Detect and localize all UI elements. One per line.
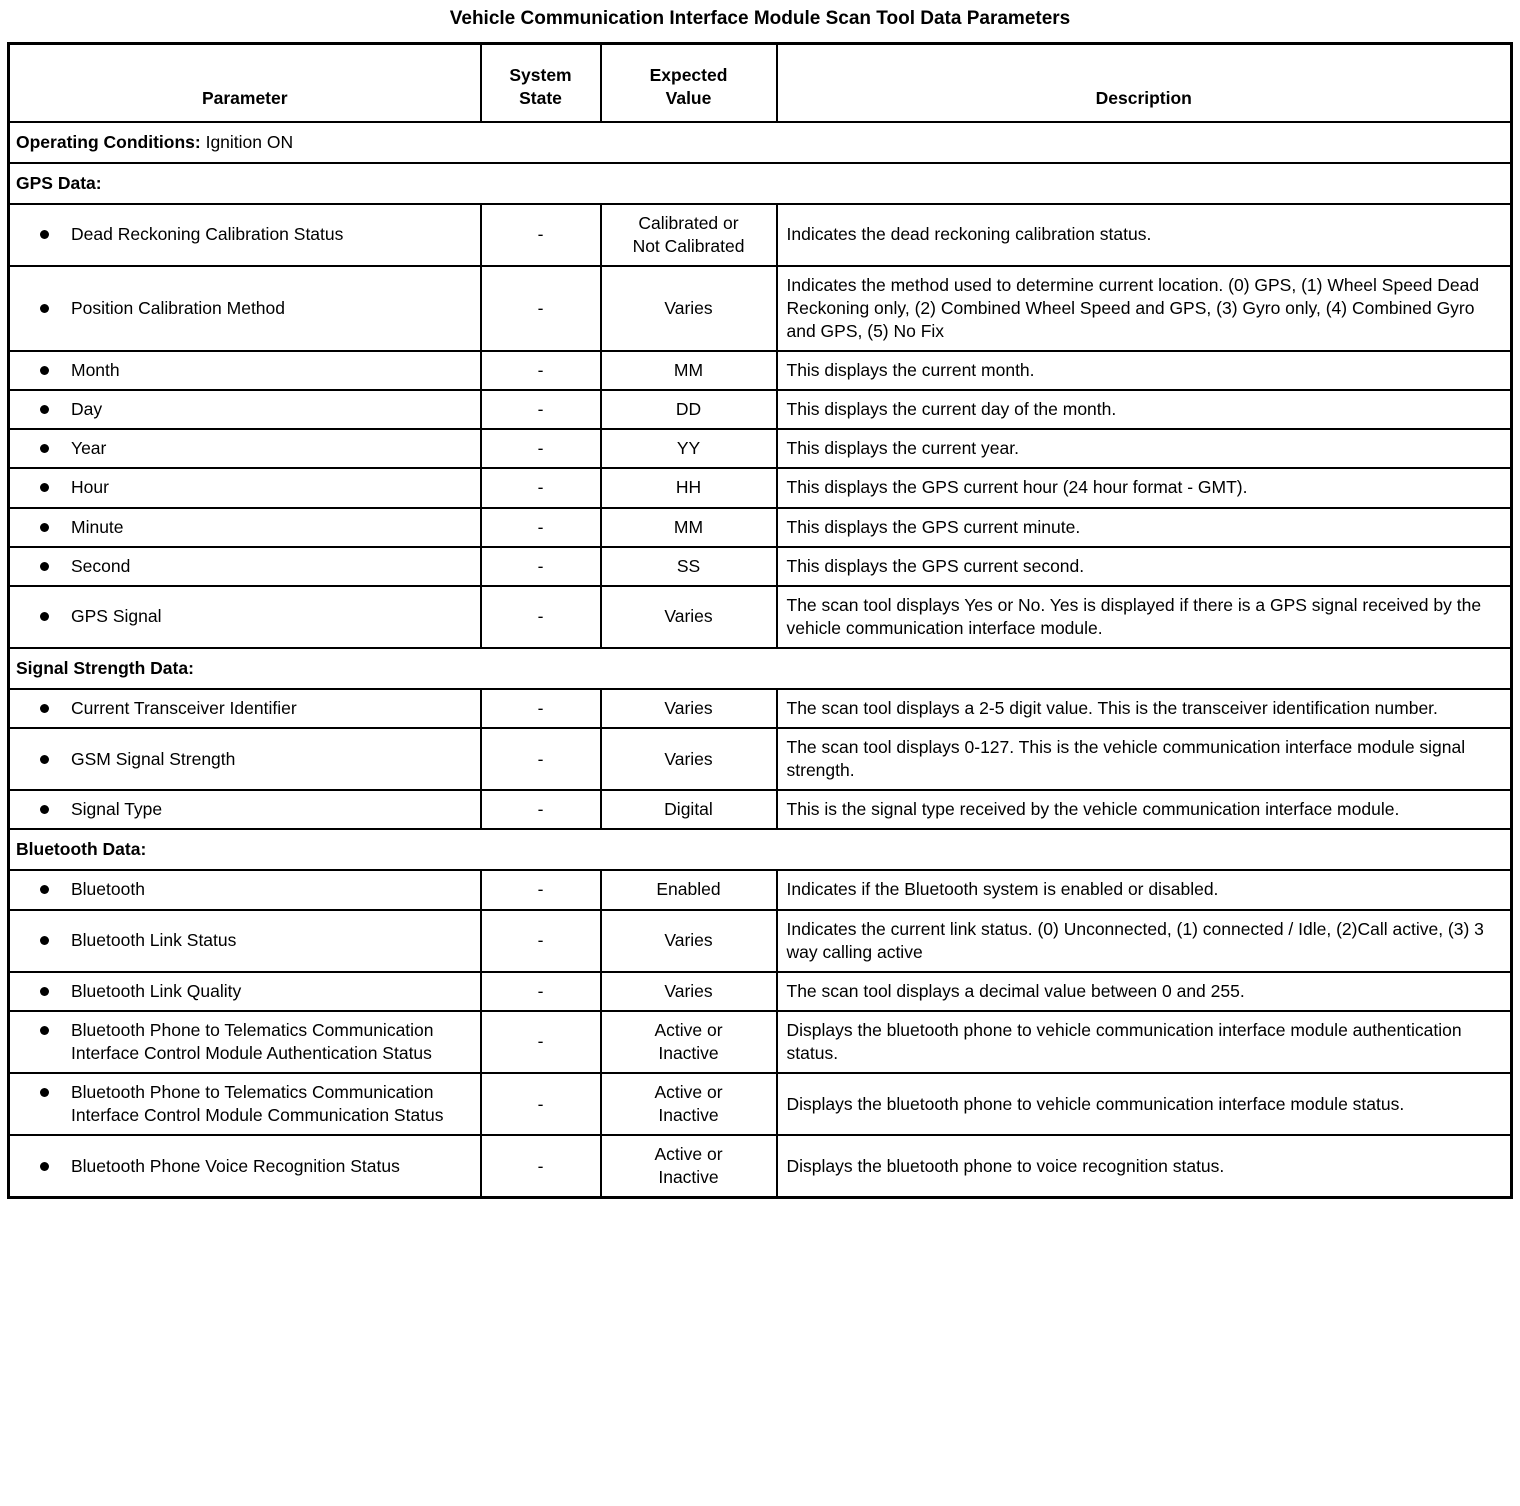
parameter-cell [9, 351, 481, 390]
parameter-cell [9, 1073, 481, 1135]
column-header-label: System State [509, 65, 572, 109]
header-row [9, 44, 1512, 122]
parameter-label: Minute [71, 516, 124, 537]
expected-value-label: DD [675, 399, 702, 420]
parameter-label: Bluetooth Phone Voice Recognition Status [71, 1155, 400, 1176]
expected-value-cell [601, 586, 777, 648]
expected-value-label: Varies [664, 930, 713, 951]
parameter-inner [18, 798, 470, 821]
parameter-label: Signal Type [71, 799, 163, 820]
bullet-icon [40, 366, 49, 375]
expected-value-label: MM [673, 516, 704, 537]
parameter-cell [9, 204, 481, 266]
expected-value-cell [601, 390, 777, 429]
section-row [9, 829, 1512, 870]
bullet-icon [40, 1162, 49, 1171]
expected-value-cell [601, 728, 777, 790]
table-row [9, 689, 1512, 728]
expected-value-label: YY [676, 438, 701, 459]
system-state-cell: - [481, 1135, 601, 1198]
expected-value-cell [601, 204, 777, 266]
system-state-cell: - [481, 910, 601, 972]
parameter-label: Year [71, 438, 107, 459]
system-state-cell: - [481, 1011, 601, 1073]
parameter-label: Dead Reckoning Calibration Status [71, 224, 344, 245]
page-title: Vehicle Communication Interface Module Scan Tool Data Parameters [449, 8, 1071, 29]
expected-value-cell [601, 468, 777, 507]
expected-value-cell [601, 1011, 777, 1073]
system-state-cell: - [481, 547, 601, 586]
parameter-label: Hour [71, 477, 109, 498]
section-row [9, 648, 1512, 689]
column-header-system-state [481, 44, 601, 122]
parameter-inner [18, 748, 470, 771]
table-header [9, 44, 1512, 122]
table-row [9, 728, 1512, 790]
expected-value-cell [601, 508, 777, 547]
description-cell: Indicates if the Bluetooth system is enabled or disabled. [777, 870, 1512, 909]
description-cell: Indicates the method used to determine current location. (0) GPS, (1) Wheel Speed Dead Reckoning only, (2) Combined Wheel Speed and GPS, (3) Gyro only, (4) Combined Gyro and GPS, (5) No Fix [777, 266, 1512, 351]
section-label: Bluetooth Data: [9, 829, 1512, 870]
parameter-label: Bluetooth Phone to Telematics Communication Interface Control Module Communication Status [71, 1082, 444, 1126]
expected-value-label: HH [675, 477, 702, 498]
system-state-cell: - [481, 390, 601, 429]
operating-conditions-row [9, 122, 1512, 163]
table-row [9, 547, 1512, 586]
table-row [9, 870, 1512, 909]
parameter-inner [18, 1019, 470, 1065]
expected-value-cell [601, 429, 777, 468]
system-state-cell: - [481, 266, 601, 351]
table-row [9, 1073, 1512, 1135]
expected-value-label: Varies [664, 698, 713, 718]
parameter-label: Bluetooth Link Status [71, 930, 237, 951]
system-state-cell: - [481, 508, 601, 547]
expected-value-label: Varies [664, 297, 713, 318]
parameter-label: Month [71, 360, 120, 381]
description-cell: The scan tool displays Yes or No. Yes is displayed if there is a GPS signal received by the vehicle communication interface module. [777, 586, 1512, 648]
parameter-cell [9, 266, 481, 351]
expected-value-cell [601, 790, 777, 829]
bullet-icon [40, 704, 49, 713]
expected-value-label: SS [676, 555, 701, 576]
parameter-label: GPS Signal [71, 606, 162, 627]
expected-value-cell [601, 910, 777, 972]
bullet-icon [40, 405, 49, 414]
description-cell: This displays the GPS current second. [777, 547, 1512, 586]
parameter-inner [18, 605, 470, 628]
section-label: GPS Data: [9, 163, 1512, 204]
bullet-icon [40, 885, 49, 894]
system-state-cell: - [481, 972, 601, 1011]
parameter-label: Day [71, 399, 103, 420]
system-state-cell: - [481, 429, 601, 468]
bullet-icon [40, 444, 49, 453]
parameter-cell [9, 586, 481, 648]
table-row [9, 790, 1512, 829]
parameter-inner [18, 980, 470, 1003]
expected-value-cell [601, 870, 777, 909]
description-cell: The scan tool displays a decimal value between 0 and 255. [777, 972, 1512, 1011]
parameter-cell [9, 728, 481, 790]
system-state-cell: - [481, 870, 601, 909]
parameter-inner [18, 398, 470, 421]
parameter-cell [9, 689, 481, 728]
system-state-cell: - [481, 204, 601, 266]
expected-value-cell [601, 1073, 777, 1135]
parameter-cell [9, 508, 481, 547]
table-row [9, 351, 1512, 390]
description-cell: Displays the bluetooth phone to vehicle communication interface module status. [777, 1073, 1512, 1135]
expected-value-cell [601, 972, 777, 1011]
table-body [9, 122, 1512, 1198]
parameter-cell [9, 972, 481, 1011]
table-row [9, 586, 1512, 648]
parameter-cell [9, 910, 481, 972]
column-header-description [777, 44, 1512, 122]
expected-value-label: MM [673, 360, 704, 381]
bullet-icon [40, 755, 49, 764]
parameter-label: Current Transceiver Identifier [71, 698, 297, 718]
expected-value-cell [601, 547, 777, 586]
table-row [9, 429, 1512, 468]
bullet-icon [40, 483, 49, 492]
system-state-cell: - [481, 351, 601, 390]
description-cell: The scan tool displays 0-127. This is the vehicle communication interface module signal strength. [777, 728, 1512, 790]
operating-conditions-cell [9, 122, 1512, 163]
expected-value-label: Enabled [656, 879, 721, 900]
expected-value-cell [601, 1135, 777, 1198]
column-header-label: Expected Value [649, 65, 728, 109]
expected-value-label: Varies [664, 980, 713, 1001]
bullet-icon [40, 805, 49, 814]
description-cell: This displays the current day of the month. [777, 390, 1512, 429]
bullet-icon [40, 612, 49, 621]
column-header-expected-value [601, 44, 777, 122]
parameter-cell [9, 468, 481, 507]
bullet-icon [40, 523, 49, 532]
column-header-parameter [9, 44, 481, 122]
system-state-cell: - [481, 728, 601, 790]
column-header-label: Description [1095, 88, 1192, 109]
parameter-cell [9, 1011, 481, 1073]
bullet-icon [40, 562, 49, 571]
expected-value-label: Active or Inactive [654, 1082, 723, 1126]
table-row [9, 508, 1512, 547]
parameter-inner [18, 437, 470, 460]
parameter-cell [9, 390, 481, 429]
scan-tool-parameters-table [7, 42, 1513, 1199]
parameter-cell [9, 547, 481, 586]
section-label: Signal Strength Data: [9, 648, 1512, 689]
system-state-cell: - [481, 468, 601, 507]
description-cell: Displays the bluetooth phone to vehicle communication interface module authentication status. [777, 1011, 1512, 1073]
description-cell: This displays the current year. [777, 429, 1512, 468]
system-state-cell: - [481, 689, 601, 728]
parameter-label: Position Calibration Method [71, 297, 286, 318]
expected-value-label: Active or Inactive [654, 1019, 723, 1063]
bullet-icon [40, 304, 49, 313]
table-row [9, 204, 1512, 266]
bullet-icon [40, 1026, 49, 1035]
section-row [9, 163, 1512, 204]
parameter-cell [9, 1135, 481, 1198]
parameter-inner [18, 1081, 470, 1127]
operating-conditions-value: Ignition ON [200, 131, 294, 152]
parameter-cell [9, 870, 481, 909]
table-row [9, 468, 1512, 507]
expected-value-cell [601, 351, 777, 390]
bullet-icon [40, 1088, 49, 1097]
table-row [9, 1135, 1512, 1198]
expected-value-cell [601, 266, 777, 351]
description-cell: Displays the bluetooth phone to voice recognition status. [777, 1135, 1512, 1198]
parameter-cell [9, 790, 481, 829]
parameter-inner [18, 1155, 470, 1178]
table-row [9, 910, 1512, 972]
parameter-label: Bluetooth Phone to Telematics Communication Interface Control Module Authentication Status [71, 1019, 434, 1063]
column-header-label: Parameter [201, 88, 288, 109]
bullet-icon [40, 230, 49, 239]
parameter-label: GSM Signal Strength [71, 748, 236, 769]
operating-conditions-label: Operating Conditions: [16, 131, 201, 152]
expected-value-label: Digital [664, 799, 713, 820]
bullet-icon [40, 936, 49, 945]
parameter-label: Second [71, 555, 131, 576]
parameter-inner [18, 555, 470, 578]
expected-value-label: Active or Inactive [654, 1144, 723, 1188]
parameter-inner [18, 223, 470, 246]
parameter-label: Bluetooth [71, 879, 145, 900]
table-row [9, 266, 1512, 351]
parameter-inner [18, 878, 470, 901]
expected-value-label: Varies [664, 748, 713, 769]
description-cell: This displays the current month. [777, 351, 1512, 390]
parameter-label: Bluetooth Link Quality [71, 980, 242, 1001]
system-state-cell: - [481, 1073, 601, 1135]
parameter-cell [9, 429, 481, 468]
parameter-inner [18, 359, 470, 382]
table-row [9, 972, 1512, 1011]
description-cell: This displays the GPS current minute. [777, 508, 1512, 547]
expected-value-cell [601, 689, 777, 728]
parameter-inner [18, 516, 470, 539]
description-cell: This is the signal type received by the vehicle communication interface module. [777, 790, 1512, 829]
expected-value-label: Calibrated or Not Calibrated [632, 212, 745, 256]
expected-value-label: Varies [664, 606, 713, 627]
description-cell: The scan tool displays a 2-5 digit value. This is the transceiver identification number. [777, 689, 1512, 728]
system-state-cell: - [481, 586, 601, 648]
table-row [9, 1011, 1512, 1073]
description-cell: Indicates the current link status. (0) Unconnected, (1) connected / Idle, (2)Call active, (3) 3 way calling active [777, 910, 1512, 972]
description-cell: This displays the GPS current hour (24 hour format - GMT). [777, 468, 1512, 507]
system-state-cell: - [481, 790, 601, 829]
description-cell: Indicates the dead reckoning calibration status. [777, 204, 1512, 266]
parameter-inner [18, 476, 470, 499]
parameter-inner [18, 297, 470, 320]
parameter-inner [18, 929, 470, 952]
parameter-inner [18, 697, 470, 720]
table-row [9, 390, 1512, 429]
bullet-icon [40, 987, 49, 996]
